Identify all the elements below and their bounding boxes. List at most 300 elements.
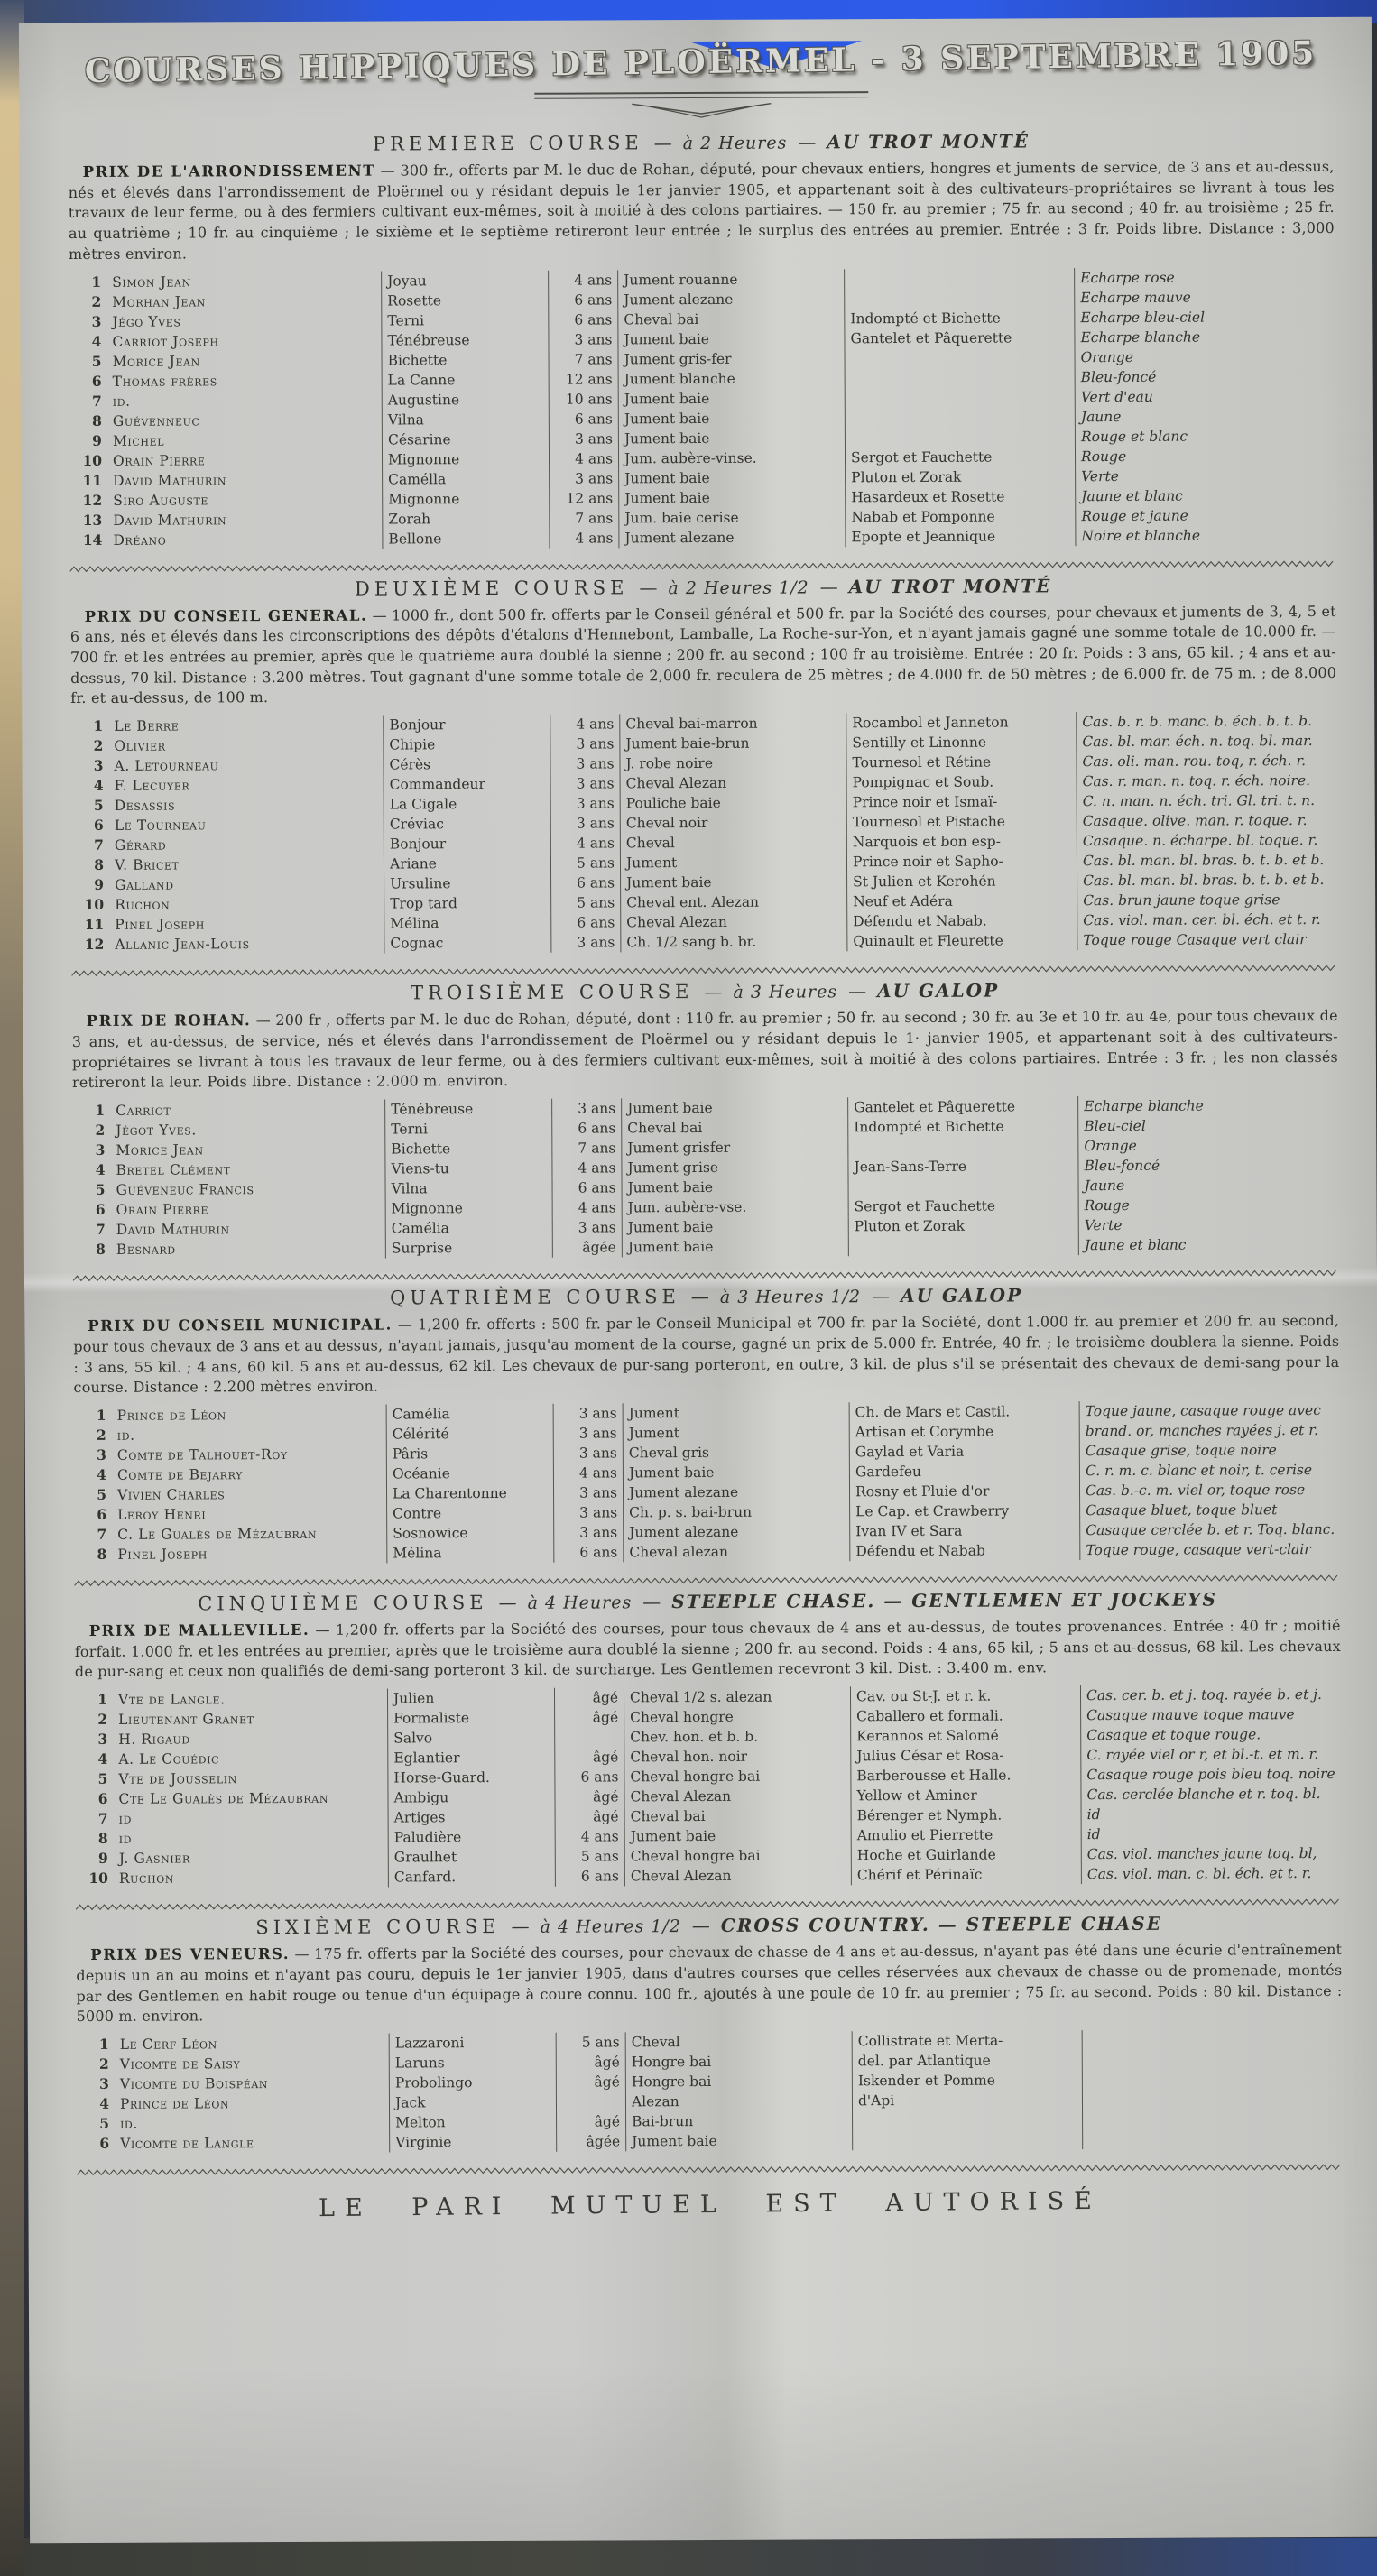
entry-num: 10 <box>84 896 105 914</box>
entry-robe: Jument <box>623 1402 849 1423</box>
entry-num: 5 <box>97 1769 108 1788</box>
entry-horse: Ursuline <box>384 873 551 894</box>
entry-age: 3 ans <box>554 1522 624 1542</box>
entry-num: 2 <box>96 1426 106 1444</box>
entries-table <box>74 1400 1341 1565</box>
entry-age: 3 ans <box>550 794 620 814</box>
prize-title: PRIX DE MALLEVILLE. <box>88 1620 310 1639</box>
entry-age: 4 ans <box>550 528 619 548</box>
entry-row <box>73 1234 1339 1260</box>
entry-sire: Chérif et Périnaïc <box>851 1864 1081 1885</box>
entry-horse: Mélina <box>384 913 551 934</box>
entry-num: 6 <box>95 1200 106 1218</box>
entry-horse: Jack <box>389 2092 556 2113</box>
entry-owner: Galland <box>115 876 174 894</box>
entry-num: 9 <box>94 876 105 894</box>
entry-horse: Bonjour <box>384 715 550 735</box>
entry-sire: Jean-Sans-Terre <box>848 1156 1078 1177</box>
entry-owner: F. Lecuyer <box>114 777 190 795</box>
entry-sire <box>845 407 1075 428</box>
entry-age: 4 ans <box>549 448 618 468</box>
zigzag-line <box>70 560 1336 573</box>
entry-horse: Julien <box>387 1688 554 1709</box>
entry-age: 5 ans <box>550 854 620 873</box>
entry-age: 5 ans <box>556 2032 625 2052</box>
entry-horse: Graulhet <box>388 1847 555 1868</box>
entry-sire <box>853 2129 1083 2150</box>
entry-age: 4 ans <box>549 270 618 290</box>
entry-colors: Cas. brun jaune toque grise <box>1077 890 1338 910</box>
entry-num: 8 <box>97 1829 108 1848</box>
entry-colors <box>1083 2128 1344 2149</box>
entry-age: âgé <box>555 1787 624 1806</box>
entry-owner: Olivier <box>114 737 166 755</box>
entry-horse: Trop tard <box>384 893 551 914</box>
program-content <box>19 17 1377 2221</box>
entry-age: 3 ans <box>553 1403 623 1423</box>
entry-sire: Indompté et Bichette <box>845 308 1075 328</box>
entry-owner: id <box>118 1830 133 1847</box>
entry-horse: Mignonne <box>383 488 550 509</box>
entry-colors: Casaque grise, toque noire <box>1079 1440 1340 1461</box>
dash-separator: — <box>653 132 672 154</box>
zigzag-separator <box>74 1568 1340 1581</box>
entry-sire <box>848 1176 1078 1196</box>
course-conditions: — 175 fr. offerts par la Société des courses, pour chevaux de chasse de 4 ans et au-dessus, n'ayant pas été dans une écurie d'entraînement depuis un an au moins et n'ayant pas couru, depuis le 1er janvier 1905, dans d'autres courses que celles réservées aux chevaux de chasse ou de promenade, montés par des Gentlemen en habit rouge ou tenue d'un équipage à coure connu. 100 fr., ajoutés à une poule de 10 fr. au premier ; 75 fr. au second. Poids : 80 kil. Distance : 5000 m. environ. <box>76 1940 1343 2026</box>
entry-horse: Terni <box>382 309 549 330</box>
prize-title: PRIX DE ROHAN. <box>86 1011 252 1030</box>
entry-horse: Joyau <box>382 270 549 291</box>
entry-owner: H. Rigaud <box>118 1731 190 1748</box>
course-section-3 <box>72 978 1339 1276</box>
course-heading: SIXIÈME COURSE <box>255 1916 501 1939</box>
entry-num: 1 <box>93 717 104 735</box>
entry-sire: Gaylad et Varia <box>849 1441 1079 1462</box>
entry-num: 11 <box>84 916 105 934</box>
entry-owner: Ruchon <box>115 896 171 914</box>
entry-num: 3 <box>91 312 102 330</box>
entry-age: 5 ans <box>551 893 621 913</box>
entry-robe: Jument alezane <box>624 1521 850 1542</box>
entry-num: 11 <box>82 471 103 489</box>
entry-robe: Jum. aubère-vse. <box>622 1196 848 1217</box>
entry-robe: Cheval bai <box>622 1117 848 1138</box>
entry-owner: Bretel Clément <box>116 1161 231 1178</box>
dash-separator: — <box>704 981 723 1003</box>
entry-horse: Paludière <box>388 1827 555 1848</box>
entry-colors <box>1083 2109 1344 2129</box>
entry-sire: Rosny et Pluie d'or <box>849 1481 1079 1501</box>
entry-age: 4 ans <box>550 834 620 854</box>
entry-horse: Mélina <box>387 1543 554 1564</box>
entry-owner: Vicomte de Saisy <box>119 2055 241 2073</box>
entry-colors: Noire et blanche <box>1076 525 1336 546</box>
entry-owner: id <box>118 1810 133 1827</box>
entry-horse: Contre <box>387 1503 554 1524</box>
entry-num: 12 <box>82 491 103 509</box>
course-conditions: — 300 fr., offerts par M. le duc de Rohan, député, pour chevaux entiers, hongres et juments de service, de 3 ans et au-dessus, nés et élevés dans l'arrondissement de Ploërmel ou y résidant depuis le 1er janvier 1905, et appartenant soit à des cultivateurs-propriétaires se livrant à tous les travaux de leur ferme, ou à des fermiers cultivant eux-mêmes, soit à moitié à des colons partiaires. — 150 fr. au premier ; 75 fr. au second ; 40 fr. au troisième ; 25 fr. au quatrième ; 10 fr. au cinquième ; le sixième et le septième retireront leur entrée ; le surplus des entrées au premier. Entrée : 3 fr. Poids libre. Distance : 3,000 mètres environ. <box>68 157 1335 263</box>
prize-title: PRIX DU CONSEIL GENERAL. <box>84 606 368 625</box>
entry-owner: C. Le Gualès de Mézaubran <box>117 1525 318 1543</box>
entry-age: 3 ans <box>550 468 619 488</box>
entry-age: 4 ans <box>552 1197 622 1217</box>
entry-owner: Simon Jean <box>112 273 191 291</box>
entry-owner: Orain Pierre <box>112 451 206 469</box>
entry-colors: Bleu-foncé <box>1078 1155 1339 1176</box>
entry-robe: Jument baie <box>618 408 845 429</box>
entry-horse: La Canne <box>382 369 549 390</box>
entry-horse: La Charentonne <box>386 1483 553 1504</box>
entry-sire: Hoche et Guirlande <box>851 1844 1081 1865</box>
entry-sire: Kerannos et Salomé <box>851 1725 1081 1746</box>
zigzag-separator <box>73 1263 1339 1276</box>
course-heading: PREMIERE COURSE <box>372 132 643 155</box>
entry-robe: Jum. baie cerise <box>619 507 846 528</box>
entry-sire: Gantelet et Pâquerette <box>845 328 1075 348</box>
entry-horse: Vilna <box>382 409 549 429</box>
course-discipline: AU GALOP <box>877 979 1000 1002</box>
entry-num: 6 <box>91 372 102 390</box>
entry-num: 2 <box>95 1121 106 1139</box>
entry-robe: Cheval bai <box>618 309 845 329</box>
zigzag-separator <box>77 2157 1343 2170</box>
zigzag-line <box>73 1270 1339 1282</box>
entry-horse: Césarine <box>382 429 549 449</box>
course-description <box>69 156 1335 265</box>
entry-robe: Jument baie <box>618 388 845 409</box>
entry-age: 6 ans <box>554 1542 624 1562</box>
entry-robe: Jument rouanne <box>618 269 845 290</box>
entry-horse: Terni <box>385 1119 552 1140</box>
entry-colors: C. rayée viel or r, et bl.-t. et m. r. <box>1081 1744 1342 1765</box>
entry-row <box>71 929 1337 955</box>
entry-age: 5 ans <box>555 1846 624 1866</box>
entry-num: 1 <box>95 1101 106 1119</box>
course-description <box>75 1615 1341 1683</box>
zigzag-line <box>74 1574 1340 1587</box>
prize-title: PRIX DES VENEURS. <box>90 1945 291 1964</box>
entry-horse: Ténébreuse <box>385 1099 552 1120</box>
entry-robe: Jument blanche <box>618 368 845 389</box>
entry-sire: Prince noir et Ismaï- <box>846 791 1077 812</box>
course-header <box>73 1283 1339 1310</box>
course-time: à 4 Heures 1/2 <box>540 1916 681 1937</box>
entry-robe: Cheval alezan <box>624 1541 850 1562</box>
entry-robe: Alezan <box>625 2091 852 2111</box>
entry-colors: Verte <box>1078 1214 1339 1235</box>
entry-num: 2 <box>97 1710 108 1729</box>
entry-colors: id <box>1081 1804 1342 1824</box>
entry-colors: Rouge <box>1075 446 1335 466</box>
entry-num: 9 <box>97 1849 108 1868</box>
zigzag-line <box>76 1898 1342 1911</box>
entry-age: 3 ans <box>551 933 621 953</box>
table-background-bottom <box>0 2538 1377 2576</box>
zigzag-separator <box>76 1892 1342 1905</box>
entry-owner: id. <box>112 392 131 410</box>
course-description <box>70 601 1336 710</box>
entry-num: 1 <box>97 1690 108 1709</box>
entry-sire: Ivan IV et Sara <box>850 1520 1080 1541</box>
course-conditions: — 200 fr , offerts par M. le duc de Rohan, député, dont : 110 fr. au premier ; 50 fr. au second ; 30 fr. au 3e et 10 fr. au 4e, pour tous chevaux de 3 ans, et au-dessus, de service, nés et élevés dans l'arrondissement de Ploërmel ou y résidant depuis le 1· janvier 1905, et appartenant soit à des cultivateurs-propriétaires se livrant à tous les travaux de leur ferme, ou à des fermiers cultivant eux-mêmes, soit à moitié à des colons partiaires. Entrée : 3 fr. ; les non classés retireront la leur. Poids libre. Distance : 2.000 m. environ. <box>71 1007 1338 1092</box>
entry-age: 6 ans <box>549 290 618 309</box>
entry-horse: Rosette <box>382 290 549 310</box>
entry-colors: id <box>1081 1824 1342 1844</box>
entry-sire <box>853 2110 1083 2130</box>
entry-colors <box>1082 2029 1343 2050</box>
entry-num: 1 <box>96 1406 106 1424</box>
page-title: COURSES HIPPIQUES DE PLOËRMEL - 3 SEPTEMBRE 1905 <box>84 33 1317 91</box>
entry-age <box>556 2091 625 2111</box>
entry-owner: V. Bricet <box>114 856 180 874</box>
entry-num: 5 <box>93 797 104 815</box>
entry-sire: Prince noir et Sapho- <box>846 851 1077 872</box>
entry-owner: Vivien Charles <box>116 1486 226 1503</box>
entry-sire: St Julien et Kerohén <box>847 871 1077 891</box>
entry-sire: Cav. ou St-J. et r. k. <box>850 1685 1080 1706</box>
entry-age: 3 ans <box>550 734 620 754</box>
entry-owner: Morice Jean <box>116 1141 204 1159</box>
entry-robe: Cheval noir <box>620 812 846 833</box>
entry-age: 3 ans <box>554 1502 624 1522</box>
course-discipline: AU TROT MONTÉ <box>827 130 1030 153</box>
entry-age: 6 ans <box>552 1118 622 1138</box>
entry-colors: C. r. m. c. blanc et noir, t. cerise <box>1079 1460 1340 1481</box>
entry-age: 3 ans <box>552 1217 622 1237</box>
entry-owner: Pinel Joseph <box>117 1546 208 1563</box>
entry-robe: Cheval hongre bai <box>624 1845 851 1866</box>
entry-sire: Narquois et bon esp- <box>846 831 1077 852</box>
entry-horse: Surprise <box>385 1238 552 1259</box>
entry-num: 6 <box>99 2134 110 2152</box>
dash-separator: — <box>871 1285 891 1307</box>
entry-robe: Hongre bai <box>625 2071 852 2091</box>
entry-sire: Barberousse et Halle. <box>851 1765 1081 1786</box>
entry-colors: Cas. cer. b. et j. toq. rayée b. et j. <box>1080 1685 1341 1705</box>
entry-age: 4 ans <box>552 1158 622 1177</box>
entry-colors: Rouge <box>1078 1195 1339 1215</box>
entry-sire: Tournesol et Rétine <box>846 752 1077 772</box>
entries-table <box>75 1685 1342 1888</box>
entry-colors: Toque rouge Casaque vert clair <box>1077 929 1338 950</box>
entry-age: 4 ans <box>553 1463 623 1482</box>
entry-robe: Jument baie <box>621 872 847 892</box>
entry-robe: Cheval ent. Alezan <box>621 891 847 912</box>
footer-text: LE PARI MUTUEL EST AUTORISÉ <box>318 2186 1102 2223</box>
entry-num: 4 <box>91 332 102 350</box>
entry-owner: Morhan Jean <box>112 292 206 310</box>
entry-sire: Sentilly et Linonne <box>846 732 1077 752</box>
entry-horse: Sosnowice <box>387 1523 554 1544</box>
entry-owner: J. Gasnier <box>118 1850 190 1867</box>
entry-sire: Indompté et Bichette <box>848 1116 1078 1137</box>
entry-horse: Salvo <box>388 1728 555 1749</box>
dash-separator: — <box>690 1286 709 1308</box>
entry-horse: Melton <box>390 2112 557 2133</box>
entry-robe: Ch. 1/2 sang b. br. <box>621 931 847 952</box>
entry-owner: Dréano <box>113 531 167 549</box>
entry-colors: Jaune et blanc <box>1078 1234 1339 1255</box>
entry-owner: Vicomte du Boispéan <box>119 2075 269 2092</box>
entry-row <box>69 525 1335 550</box>
entry-owner: David Mathurin <box>113 471 227 489</box>
entry-age: âgée <box>552 1237 622 1257</box>
entry-num: 7 <box>97 1809 108 1828</box>
prize-title: PRIX DE L'ARRONDISSEMENT <box>82 162 375 180</box>
entry-robe: Jument baie <box>618 428 845 448</box>
entry-num: 13 <box>82 511 103 529</box>
entry-robe: Hongre bai <box>625 2051 852 2072</box>
entry-age: 3 ans <box>553 1443 623 1463</box>
entry-robe: Jument baie <box>622 1216 848 1237</box>
entry-num: 8 <box>96 1240 106 1258</box>
entry-sire: Pompignac et Soub. <box>846 771 1077 792</box>
entry-num: 8 <box>94 856 105 874</box>
zigzag-line <box>77 2164 1343 2176</box>
entry-num: 7 <box>94 836 104 854</box>
entry-age: âgée <box>557 2131 626 2151</box>
entry-robe: Jument baie <box>622 1177 848 1197</box>
course-heading: TROISIÈME COURSE <box>411 981 694 1004</box>
entry-robe: Cheval gris <box>623 1442 849 1463</box>
entry-age: 10 ans <box>549 389 618 409</box>
entry-owner: Michel <box>112 432 165 449</box>
entry-sire: Sergot et Fauchette <box>845 447 1075 467</box>
entry-robe: Jument baie <box>622 1236 848 1257</box>
entry-colors: Cas. bl. mar. éch. n. toq. bl. mar. <box>1077 731 1337 752</box>
entry-owner: Carriot Joseph <box>112 332 219 350</box>
entry-robe: Cheval Alezan <box>621 911 847 932</box>
entry-owner: Allanic Jean-Louis <box>115 936 250 954</box>
entry-colors: Echarpe rose <box>1075 267 1335 288</box>
entry-robe: Jument grisfer <box>622 1137 848 1158</box>
entry-horse: Cérès <box>384 754 550 775</box>
zigzag-separator <box>71 958 1337 971</box>
entry-age: âgé <box>555 1806 624 1826</box>
entry-num: 4 <box>99 2094 110 2112</box>
entry-age: 7 ans <box>550 508 619 528</box>
entry-sire: Yellow et Aminer <box>851 1785 1081 1805</box>
entry-colors: Jaune <box>1075 406 1335 427</box>
entry-sire <box>848 1136 1078 1157</box>
entry-age: 6 ans <box>552 1177 622 1197</box>
entry-num: 3 <box>95 1140 106 1159</box>
entry-sire <box>848 1235 1078 1256</box>
course-description <box>72 1005 1338 1094</box>
entry-num: 3 <box>97 1445 106 1463</box>
entry-robe: Jument baie <box>618 328 845 349</box>
entry-robe: Pouliche baie <box>620 792 846 813</box>
entry-num: 4 <box>97 1750 108 1768</box>
entry-sire: del. par Atlantique <box>852 2050 1082 2071</box>
entry-age: 3 ans <box>553 1482 623 1502</box>
entry-robe: Cheval bai <box>624 1805 851 1826</box>
entry-owner: Besnard <box>116 1241 176 1258</box>
entry-sire: Artisan et Corymbe <box>849 1421 1079 1442</box>
entry-horse: Mignonne <box>382 448 549 469</box>
program-sheet <box>19 17 1377 2544</box>
entry-row <box>77 2128 1343 2154</box>
entry-owner: Vte de Jousselin <box>118 1770 238 1787</box>
entry-sire: Gantelet et Pâquerette <box>848 1096 1078 1117</box>
entry-sire: Pluton et Zorak <box>846 466 1076 487</box>
entry-owner: David Mathurin <box>113 511 227 529</box>
entry-age: 7 ans <box>549 349 618 369</box>
entry-num: 2 <box>93 737 104 755</box>
entry-colors: Cas. viol. man. cer. bl. éch. et t. r. <box>1077 909 1338 930</box>
entry-num: 4 <box>97 1465 106 1483</box>
entry-sire: Pluton et Zorak <box>848 1215 1078 1236</box>
entry-robe: J. robe noire <box>620 752 846 773</box>
entry-owner: Guévenneuc <box>112 412 200 429</box>
entries-table <box>77 2029 1344 2154</box>
entry-num: 8 <box>97 1545 107 1563</box>
course-header <box>70 574 1336 601</box>
entry-num: 7 <box>97 1525 107 1543</box>
zigzag-separator <box>70 554 1336 567</box>
entry-robe: Cheval Alezan <box>624 1786 851 1806</box>
entry-robe: Cheval bai-marron <box>620 713 846 734</box>
zigzag-line <box>71 965 1337 977</box>
entry-age: 4 ans <box>555 1826 624 1846</box>
entry-robe: Cheval <box>625 2031 852 2052</box>
entry-age: 6 ans <box>555 1866 624 1886</box>
entry-num: 7 <box>95 1220 106 1238</box>
entry-horse: Pâris <box>386 1444 553 1464</box>
entries-table <box>69 267 1335 550</box>
entry-age: 3 ans <box>550 774 620 794</box>
entry-owner: Siro Auguste <box>113 491 209 509</box>
entry-horse: Célérité <box>386 1424 553 1445</box>
entry-colors <box>1082 2089 1343 2110</box>
entry-age: âgé <box>556 2052 625 2072</box>
entry-owner: Comte de Bejarry <box>116 1466 244 1483</box>
entry-num: 5 <box>91 352 102 370</box>
entry-age: 6 ans <box>549 309 618 329</box>
entry-sire: Iskender et Pomme <box>852 2070 1082 2091</box>
course-section-6 <box>76 1912 1343 2170</box>
entry-colors: Casaque cerclée b. et r. Toq. blanc. <box>1080 1519 1341 1540</box>
entry-robe: Cheval hongre bai <box>624 1766 851 1787</box>
entry-sire: Défendu et Nabab <box>850 1540 1080 1561</box>
entry-owner: Leroy Henri <box>117 1506 207 1523</box>
entry-robe: Cheval <box>620 832 846 853</box>
entry-horse: Bichette <box>385 1139 552 1159</box>
entry-horse: Ambigu <box>388 1787 555 1808</box>
entry-sire <box>845 367 1075 388</box>
entry-robe: Jument baie-brun <box>620 733 846 753</box>
entry-num: 6 <box>97 1789 108 1808</box>
entry-owner: David Mathurin <box>116 1221 230 1238</box>
entries-table <box>70 711 1337 955</box>
entries-table <box>72 1095 1339 1260</box>
entry-colors: Jaune et blanc <box>1076 485 1336 506</box>
entry-colors: Vert d'eau <box>1075 386 1335 407</box>
entry-num: 4 <box>93 777 104 795</box>
entry-colors: Cas. cerclée blanche et r. toq. bl. <box>1081 1784 1342 1805</box>
course-discipline: STEEPLE CHASE. — GENTLEMEN ET JOCKEYS <box>671 1588 1217 1613</box>
entry-num: 1 <box>98 2035 109 2053</box>
entry-age: âgé <box>557 2111 626 2131</box>
entry-robe: Jument baie <box>623 1462 849 1482</box>
entry-colors: Echarpe blanche <box>1075 327 1335 347</box>
entry-horse: Horse-Guard. <box>388 1768 555 1788</box>
entry-robe: Cheval 1/2 s. alezan <box>624 1686 850 1707</box>
entry-horse: Zorah <box>383 508 550 529</box>
entry-horse: Augustine <box>382 389 549 410</box>
entry-sire <box>845 347 1075 368</box>
entry-horse: La Cigale <box>384 794 550 815</box>
